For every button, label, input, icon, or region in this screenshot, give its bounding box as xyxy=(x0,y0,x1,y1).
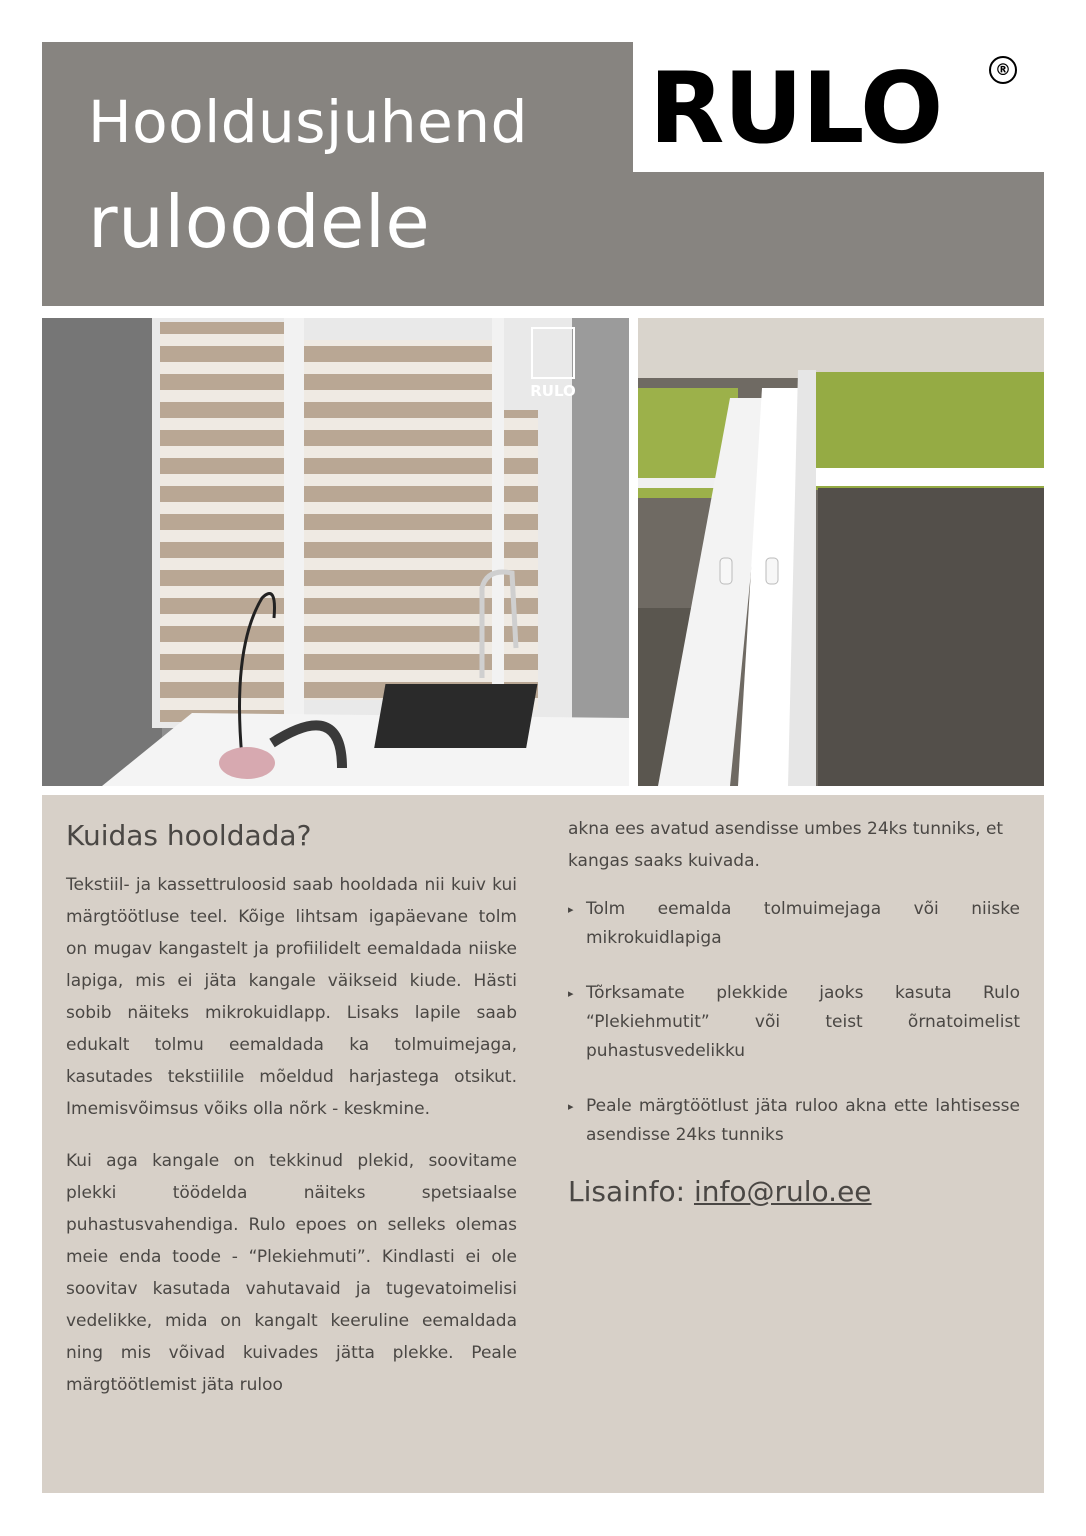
bullet-arrow-icon: ▸ xyxy=(568,987,574,1000)
photo-watermark: RULO xyxy=(530,382,576,400)
page-title-line2: ruloodele xyxy=(88,180,431,264)
list-item xyxy=(568,895,1020,953)
list-item xyxy=(568,1092,1020,1150)
list-item xyxy=(568,979,1020,1066)
list-item-text: Tolm eemalda tolmuimejaga või niiske mikrokuidlapiga xyxy=(586,899,1020,948)
list-item-text: Peale märgtöötlust jäta ruloo akna ette lahtisesse asendisse 24ks tunniks xyxy=(586,1096,1020,1145)
care-tips-list xyxy=(568,895,1020,1150)
paragraph-stains: Kui aga kangale on tekkinud plekid, soovitame plekki töödelda näiteks spetsiaalse puhastusvahendiga. Rulo epoes on selleks olemas meie enda toode - “Plekiehmuti”. Kindlasti ei ole soovitav kasutada vahutavaid ja tugevatoimelisi vedelikke, mida on kangalt keeruline eemaldada ning mis võivad kuivades jätta plekke. Peale märgtöötlemist jäta ruloo xyxy=(66,1151,517,1395)
page-title-line1: Hooldusjuhend xyxy=(88,88,528,156)
paragraph-care-methods: Tekstiil- ja kassettruloosid saab hooldada nii kuiv kui märgtöötluse teel. Kõige lihtsam igapäevane tolm on mugav kangastelt ja profiilidelt eemaldada niiske lapiga, mis ei jäta kangale väikseid kiude. Hästi sobib näiteks mikrokuidlapp. Lisaks lapile saab edukalt tolmu eemaldada ka tolmuimejaga, kasutades tekstiilile mõeldud harjastega otsikut. Imemisvõimsus võiks olla nõrk - keskmine. xyxy=(66,875,517,1119)
rulo-logo xyxy=(633,42,1047,172)
list-item-text: Tõrksamate plekkide jaoks kasuta Rulo “Plekiehmutit” või teist õrnatoimelist puhastusvedelikku xyxy=(586,983,1020,1061)
care-instructions-panel xyxy=(42,795,1044,1493)
section-heading: Kuidas hooldada? xyxy=(66,819,312,852)
right-column xyxy=(568,813,1020,1208)
paragraph-continuation: akna ees avatud asendisse umbes 24ks tunniks, et kangas saaks kuivada. xyxy=(568,819,1004,871)
contact-info xyxy=(568,1176,1020,1208)
left-column xyxy=(66,869,517,1401)
header-banner xyxy=(42,42,1044,306)
bullet-arrow-icon: ▸ xyxy=(568,903,574,916)
kitchen-window-blinds-photo xyxy=(42,318,629,786)
bullet-arrow-icon: ▸ xyxy=(568,1100,574,1113)
registered-mark: ® xyxy=(989,56,1017,84)
info-label: Lisainfo: xyxy=(568,1175,686,1208)
logo-wordmark: RULO xyxy=(649,52,943,166)
green-roller-blind-photo xyxy=(638,318,1044,786)
email-link[interactable]: info@rulo.ee xyxy=(693,1175,872,1208)
